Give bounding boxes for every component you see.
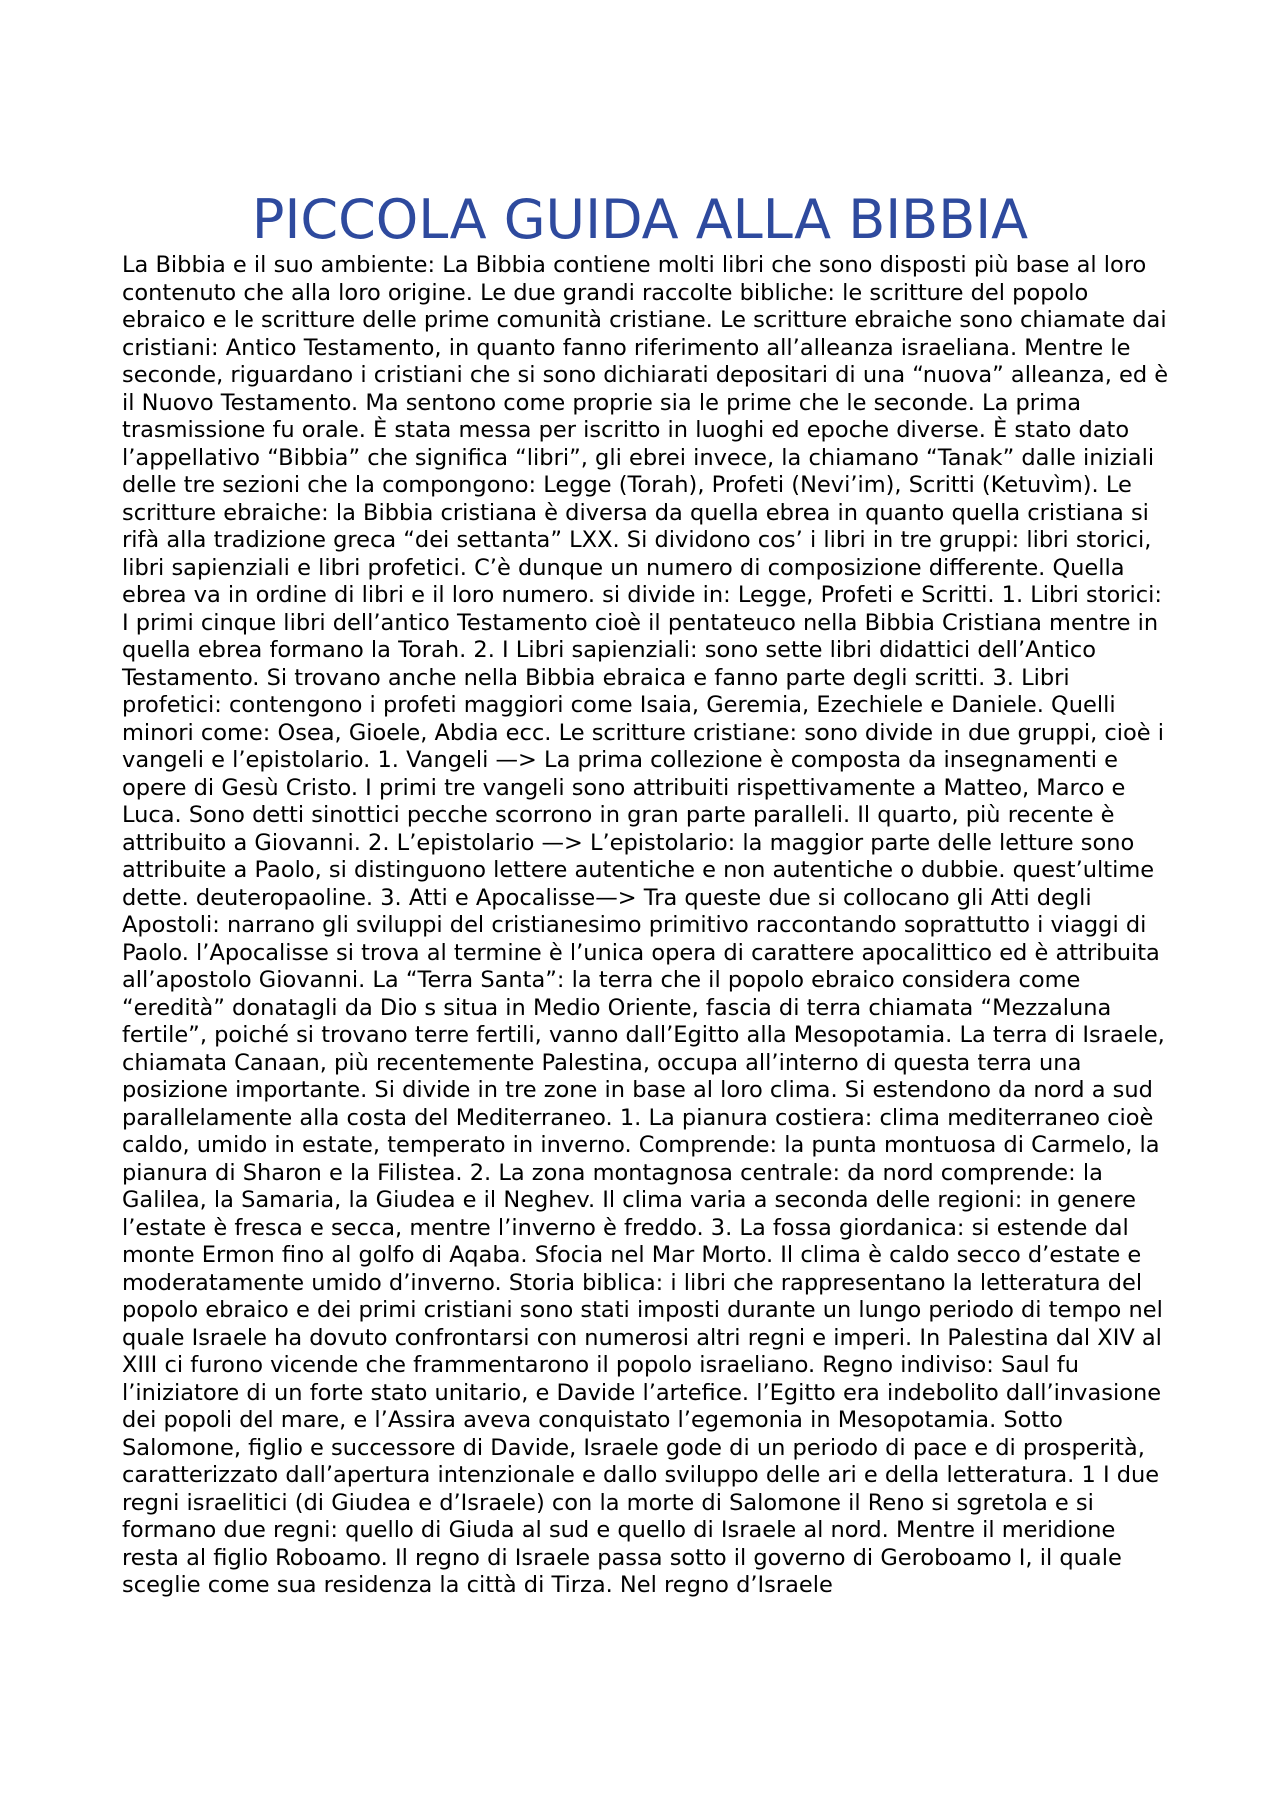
- page-title: PICCOLA GUIDA ALLA BIBBIA: [251, 188, 1029, 251]
- body-paragraph: La Bibbia e il suo ambiente: La Bibbia contiene molti libri che sono disposti più base al loro contenuto che alla loro origine. Le due grandi raccolte bibliche: le scritture del popolo ebraico e le scritture delle prime comunità cristiane. Le scritture ebraiche sono chiamate dai cristiani: Antico Testamento, in quanto fanno riferimento all’alleanza israeliana. Mentre le seconde, riguardano i cristiani che si sono dichiarati depositari di una “nuova” alleanza, ed è il Nuovo Testamento. Ma sentono come proprie sia le prime che le seconde. La prima trasmissione fu orale. È stata messa per iscritto in luoghi ed epoche diverse. È stato dato l’appellativo “Bibbia” che significa “libri”, gli ebrei invece, la chiamano “Tanak” dalle iniziali delle tre sezioni che la compongono: Legge (Torah), Profeti (Nevi’im), Scritti (Ketuvìm). Le scritture ebraiche: la Bibbia cristiana è diversa da quella ebrea in quanto quella cristiana si rifà alla tradizione greca “dei settanta” LXX. Si dividono cos’ i libri in tre gruppi: libri storici, libri sapienziali e libri profetici. C’è dunque un numero di composizione differente. Quella ebrea va in ordine di libri e il loro numero. si divide in: Legge, Profeti e Scritti. 1. Libri storici: I primi cinque libri dell’antico Testamento cioè il pentateuco nella Bibbia Cristiana mentre in quella ebrea formano la Torah. 2. I Libri sapienziali: sono sette libri didattici dell’Antico Testamento. Si trovano anche nella Bibbia ebraica e fanno parte degli scritti. 3. Libri profetici: contengono i profeti maggiori come Isaia, Geremia, Ezechiele e Daniele. Quelli minori come: Osea, Gioele, Abdia ecc. Le scritture cristiane: sono divide in due gruppi, cioè i vangeli e l’epistolario. 1. Vangeli —> La prima collezione è composta da insegnamenti e opere di Gesù Cristo. I primi tre vangeli sono attribuiti rispettivamente a Matteo, Marco e Luca. Sono detti sinottici pecche scorrono in gran parte paralleli. Il quarto, più recente è attribuito a Giovanni. 2. L’epistolario —> L’epistolario: la maggior parte delle letture sono attribuite a Paolo, si distinguono lettere autentiche e non autentiche o dubbie. quest’ultime dette. deuteropaoline. 3. Atti e Apocalisse—> Tra queste due si collocano gli Atti degli Apostoli: narrano gli sviluppi del cristianesimo primitivo raccontando soprattutto i viaggi di Paolo. l’Apocalisse si trova al termine è l’unica opera di carattere apocalittico ed è attribuita all’apostolo Giovanni. La “Terra Santa”: la terra che il popolo ebraico considera come “eredità” donatagli da Dio s situa in Medio Oriente, fascia di terra chiamata “Mezzaluna fertile”, poiché si trovano terre fertili, vanno dall’Egitto alla Mesopotamia. La terra di Israele, chiamata Canaan, più recentemente Palestina, occupa all’interno di questa terra una posizione importante. Si divide in tre zone in base al loro clima. Si estendono da nord a sud parallelamente alla costa del Mediterraneo. 1. La pianura costiera: clima mediterraneo cioè caldo, umido in estate, temperato in inverno. Comprende: la punta montuosa di Carmelo, la pianura di Sharon e la Filistea. 2. La zona montagnosa centrale: da nord comprende: la Galilea, la Samaria, la Giudea e il Neghev. Il clima varia a seconda delle regioni: in genere l’estate è fresca e secca, mentre l’inverno è freddo. 3. La fossa giordanica: si estende dal monte Ermon fino al golfo di Aqaba. Sfocia nel Mar Morto. Il clima è caldo secco d’estate e moderatamente umido d’inverno. Storia biblica: i libri che rappresentano la letteratura del popolo ebraico e dei primi cristiani sono stati imposti durante un lungo periodo di tempo nel quale Israele ha dovuto confrontarsi con numerosi altri regni e imperi. In Palestina dal XIV al XIII ci furono vicende che frammentarono il popolo israeliano. Regno indiviso: Saul fu l’iniziatore di un forte stato unitario, e Davide l’artefice. l’Egitto era indebolito dall’invasione dei popoli del mare, e l’Assira aveva conquistato l’egemonia in Mesopotamia. Sotto Salomone, figlio e successore di Davide, Israele gode di un periodo di pace e di prosperità, caratterizzato dall’apertura intenzionale e dallo sviluppo delle ari e della letteratura. 1 I due regni israelitici (di Giudea e d’Israele) con la morte di Salomone il Reno si sgretola e si formano due regni: quello di Giuda al sud e quello di Israele al nord. Mentre il meridione resta al figlio Roboamo. Il regno di Israele passa sotto il governo di Geroboamo I, il quale sceglie come sua residenza la città di Tirza. Nel regno d’Israele: [122, 252, 1169, 1598]
